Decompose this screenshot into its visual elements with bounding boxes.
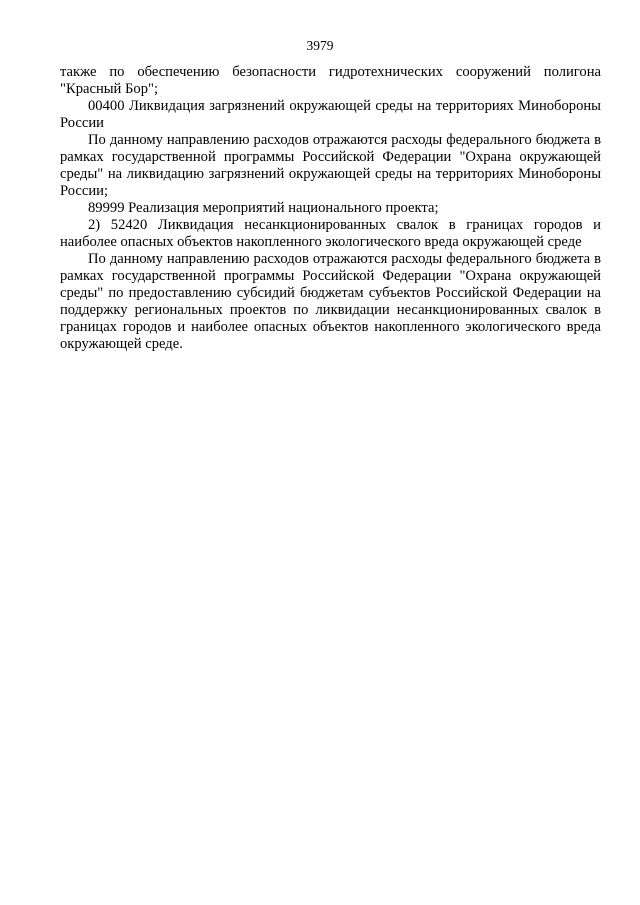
- paragraph-continuation: также по обеспечению безопасности гидротехнических сооружений полигона "Красный Бор";: [60, 64, 601, 97]
- paragraph-expense-description-00400: По данному направлению расходов отражаются расходы федерального бюджета в рамках государственной программы Российской Федерации "Охрана окружающей среды" на ликвидацию загрязнений окружающей среды на территориях Минобороны России;: [60, 132, 601, 199]
- paragraph-expense-code-89999: 89999 Реализация мероприятий национального проекта;: [88, 200, 439, 216]
- paragraph-expense-code-52420: 2) 52420 Ликвидация несанкционированных свалок в границах городов и наиболее опасных объектов накопленного экологического вреда окружающей среде: [60, 217, 601, 250]
- page-number: 3979: [306, 38, 334, 53]
- paragraph-expense-description-52420: По данному направлению расходов отражаются расходы федерального бюджета в рамках государственной программы Российской Федерации "Охрана окружающей среды" по предоставлению субсидий бюджетам субъектов Российской Федерации на поддержку региональных проектов по ликвидации несанкционированных свалок в границах городов и наиболее опасных объектов накопленного экологического вреда окружающей среде.: [60, 251, 601, 352]
- paragraph-expense-code-00400: 00400 Ликвидация загрязнений окружающей среды на территориях Минобороны России: [60, 98, 601, 131]
- document-body: [60, 64, 601, 353]
